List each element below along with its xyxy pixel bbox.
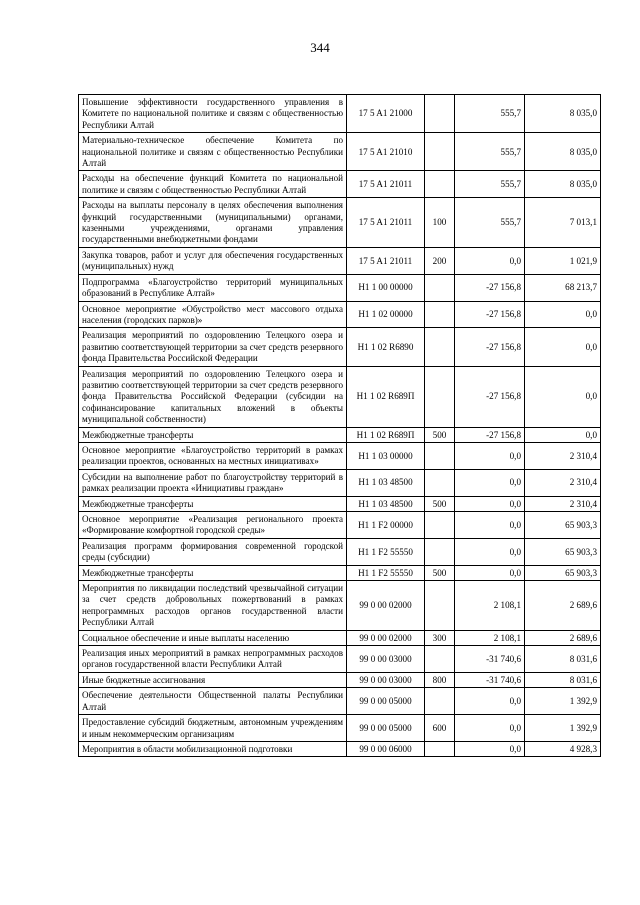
- amount-total-cell: 2 310,4: [525, 496, 601, 511]
- expense-type-cell: 500: [425, 427, 455, 442]
- target-code-cell: 17 5 A1 21011: [347, 247, 425, 274]
- table-row: [79, 301, 601, 328]
- target-code-cell: 17 5 A1 21000: [347, 95, 425, 133]
- table-row: [79, 328, 601, 366]
- amount-change-cell: 555,7: [455, 198, 525, 248]
- expense-name-cell: Мероприятия в области мобилизационной подготовки: [79, 741, 347, 756]
- amount-change-cell: 0,0: [455, 469, 525, 496]
- expense-type-cell: [425, 301, 455, 328]
- target-code-cell: 99 0 00 03000: [347, 672, 425, 687]
- expense-type-cell: 500: [425, 565, 455, 580]
- target-code-cell: 99 0 00 02000: [347, 630, 425, 645]
- expense-name-cell: Субсидии на выполнение работ по благоустройству территорий в рамках реализации проекта «Инициативы граждан»: [79, 469, 347, 496]
- expense-type-cell: [425, 581, 455, 631]
- amount-total-cell: 8 035,0: [525, 171, 601, 198]
- amount-change-cell: -27 156,8: [455, 366, 525, 427]
- expense-name-cell: Закупка товаров, работ и услуг для обеспечения государственных (муниципальных) нужд: [79, 247, 347, 274]
- amount-total-cell: 2 310,4: [525, 442, 601, 469]
- table-row: [79, 646, 601, 673]
- table-row: [79, 538, 601, 565]
- expense-name-cell: Иные бюджетные ассигнования: [79, 672, 347, 687]
- table-row: [79, 715, 601, 742]
- expense-type-cell: 800: [425, 672, 455, 687]
- table-row: [79, 427, 601, 442]
- amount-change-cell: 555,7: [455, 133, 525, 171]
- amount-change-cell: 0,0: [455, 538, 525, 565]
- amount-change-cell: -31 740,6: [455, 646, 525, 673]
- expense-name-cell: Межбюджетные трансферты: [79, 427, 347, 442]
- target-code-cell: H1 1 F2 55550: [347, 565, 425, 580]
- target-code-cell: H1 1 02 R689П: [347, 366, 425, 427]
- amount-change-cell: -31 740,6: [455, 672, 525, 687]
- table-row: [79, 442, 601, 469]
- amount-change-cell: 0,0: [455, 688, 525, 715]
- expense-type-cell: [425, 133, 455, 171]
- expense-type-cell: [425, 646, 455, 673]
- amount-change-cell: 0,0: [455, 715, 525, 742]
- expense-type-cell: [425, 274, 455, 301]
- expense-name-cell: Предоставление субсидий бюджетным, автономным учреждениям и иным некоммерческим организациям: [79, 715, 347, 742]
- amount-total-cell: 7 013,1: [525, 198, 601, 248]
- expense-type-cell: 200: [425, 247, 455, 274]
- target-code-cell: H1 1 03 00000: [347, 442, 425, 469]
- table-row: [79, 171, 601, 198]
- amount-total-cell: 0,0: [525, 301, 601, 328]
- expense-type-cell: [425, 688, 455, 715]
- amount-total-cell: 8 031,6: [525, 646, 601, 673]
- target-code-cell: 99 0 00 03000: [347, 646, 425, 673]
- table-row: [79, 95, 601, 133]
- expense-name-cell: Материально-техническое обеспечение Комитета по национальной политике и связям с общественностью Республики Алтай: [79, 133, 347, 171]
- table-row: [79, 247, 601, 274]
- amount-total-cell: 65 903,3: [525, 565, 601, 580]
- amount-total-cell: 0,0: [525, 328, 601, 366]
- amount-total-cell: 68 213,7: [525, 274, 601, 301]
- target-code-cell: 17 5 A1 21011: [347, 198, 425, 248]
- expense-name-cell: Реализация мероприятий по оздоровлению Телецкого озера и развитию соответствующей территории за счет средств резервного фонда Правительства Российской Федерации: [79, 328, 347, 366]
- amount-change-cell: 0,0: [455, 496, 525, 511]
- expense-name-cell: Основное мероприятие «Обустройство мест массового отдыха населения (городских парков)»: [79, 301, 347, 328]
- target-code-cell: H1 1 03 48500: [347, 496, 425, 511]
- table-row: [79, 274, 601, 301]
- amount-change-cell: -27 156,8: [455, 328, 525, 366]
- amount-change-cell: 2 108,1: [455, 630, 525, 645]
- amount-change-cell: 2 108,1: [455, 581, 525, 631]
- table-row: [79, 133, 601, 171]
- target-code-cell: 99 0 00 02000: [347, 581, 425, 631]
- amount-change-cell: 555,7: [455, 95, 525, 133]
- target-code-cell: H1 1 00 00000: [347, 274, 425, 301]
- expense-type-cell: [425, 538, 455, 565]
- expense-type-cell: 100: [425, 198, 455, 248]
- amount-total-cell: 0,0: [525, 427, 601, 442]
- expense-name-cell: Расходы на выплаты персоналу в целях обеспечения выполнения функций государственными (муниципальными) органами, казенными учреждениями, органами управления государственными внебюджетными фондами: [79, 198, 347, 248]
- target-code-cell: H1 1 02 00000: [347, 301, 425, 328]
- expense-name-cell: Мероприятия по ликвидации последствий чрезвычайной ситуации за счет средств добровольных пожертвований в рамках непрограммных расходов органов государственной власти Республики Алтай: [79, 581, 347, 631]
- amount-total-cell: 65 903,3: [525, 512, 601, 539]
- table-row: [79, 512, 601, 539]
- expense-name-cell: Реализация мероприятий по оздоровлению Телецкого озера и развитию соответствующей территории за счет средств резервного фонда Правительства Российской Федерации (субсидии на софинансирование капитальных вложений в объекты муниципальной собственности): [79, 366, 347, 427]
- table-row: [79, 496, 601, 511]
- table-row: [79, 630, 601, 645]
- budget-table-body: [79, 95, 601, 757]
- expense-type-cell: 500: [425, 496, 455, 511]
- amount-total-cell: 1 392,9: [525, 715, 601, 742]
- expense-name-cell: Реализация иных мероприятий в рамках непрограммных расходов органов государственной власти Республики Алтай: [79, 646, 347, 673]
- amount-total-cell: 8 035,0: [525, 133, 601, 171]
- target-code-cell: H1 1 02 R689П: [347, 427, 425, 442]
- amount-change-cell: 0,0: [455, 512, 525, 539]
- amount-total-cell: 2 689,6: [525, 630, 601, 645]
- expense-type-cell: [425, 512, 455, 539]
- amount-total-cell: 8 035,0: [525, 95, 601, 133]
- target-code-cell: 99 0 00 05000: [347, 688, 425, 715]
- expense-type-cell: 300: [425, 630, 455, 645]
- target-code-cell: H1 1 02 R6890: [347, 328, 425, 366]
- amount-change-cell: 0,0: [455, 442, 525, 469]
- expense-name-cell: Обеспечение деятельности Общественной палаты Республики Алтай: [79, 688, 347, 715]
- amount-change-cell: 0,0: [455, 565, 525, 580]
- target-code-cell: 17 5 A1 21010: [347, 133, 425, 171]
- expense-name-cell: Межбюджетные трансферты: [79, 565, 347, 580]
- amount-total-cell: 1 392,9: [525, 688, 601, 715]
- table-row: [79, 581, 601, 631]
- amount-change-cell: 555,7: [455, 171, 525, 198]
- expense-type-cell: 600: [425, 715, 455, 742]
- target-code-cell: H1 1 F2 00000: [347, 512, 425, 539]
- amount-change-cell: -27 156,8: [455, 274, 525, 301]
- target-code-cell: 99 0 00 06000: [347, 741, 425, 756]
- table-row: [79, 565, 601, 580]
- amount-total-cell: 4 928,3: [525, 741, 601, 756]
- expense-type-cell: [425, 442, 455, 469]
- amount-total-cell: 0,0: [525, 366, 601, 427]
- amount-change-cell: -27 156,8: [455, 301, 525, 328]
- target-code-cell: H1 1 F2 55550: [347, 538, 425, 565]
- amount-total-cell: 1 021,9: [525, 247, 601, 274]
- table-row: [79, 672, 601, 687]
- expense-type-cell: [425, 171, 455, 198]
- expense-name-cell: Основное мероприятие «Реализация регионального проекта «Формирование комфортной городской среды»: [79, 512, 347, 539]
- expense-name-cell: Повышение эффективности государственного управления в Комитете по национальной политике и связям с общественностью Республики Алтай: [79, 95, 347, 133]
- amount-total-cell: 2 310,4: [525, 469, 601, 496]
- table-row: [79, 469, 601, 496]
- target-code-cell: 17 5 A1 21011: [347, 171, 425, 198]
- expense-name-cell: Реализация программ формирования современной городской среды (субсидии): [79, 538, 347, 565]
- expense-name-cell: Подпрограмма «Благоустройство территорий муниципальных образований в Республике Алтай»: [79, 274, 347, 301]
- table-row: [79, 366, 601, 427]
- budget-table: [78, 94, 601, 757]
- amount-change-cell: 0,0: [455, 247, 525, 274]
- amount-total-cell: 8 031,6: [525, 672, 601, 687]
- expense-type-cell: [425, 328, 455, 366]
- expense-type-cell: [425, 95, 455, 133]
- expense-name-cell: Основное мероприятие «Благоустройство территорий в рамках реализации проектов, основанных на местных инициативах»: [79, 442, 347, 469]
- table-row: [79, 688, 601, 715]
- amount-change-cell: -27 156,8: [455, 427, 525, 442]
- target-code-cell: H1 1 03 48500: [347, 469, 425, 496]
- table-row: [79, 741, 601, 756]
- target-code-cell: 99 0 00 05000: [347, 715, 425, 742]
- expense-type-cell: [425, 469, 455, 496]
- expense-name-cell: Социальное обеспечение и иные выплаты населению: [79, 630, 347, 645]
- amount-total-cell: 65 903,3: [525, 538, 601, 565]
- amount-change-cell: 0,0: [455, 741, 525, 756]
- table-row: [79, 198, 601, 248]
- expense-name-cell: Межбюджетные трансферты: [79, 496, 347, 511]
- expense-name-cell: Расходы на обеспечение функций Комитета по национальной политике и связям с общественностью Республики Алтай: [79, 171, 347, 198]
- expense-type-cell: [425, 366, 455, 427]
- page-number: 344: [310, 40, 330, 55]
- expense-type-cell: [425, 741, 455, 756]
- amount-total-cell: 2 689,6: [525, 581, 601, 631]
